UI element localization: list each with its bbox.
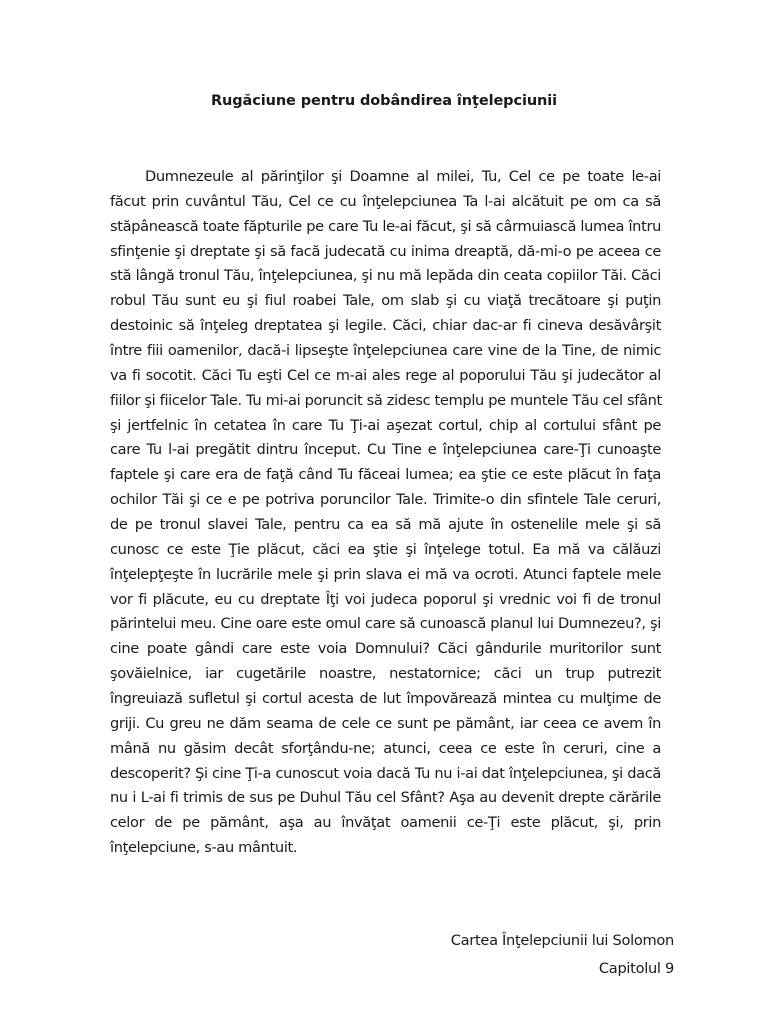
prayer-paragraph	[110, 165, 661, 861]
paragraph-line: celor de pe pământ, aşa au învăţat oamenii ce-Ţi este plăcut, şi, prin	[110, 814, 661, 832]
paragraph-line: faptele şi care era de faţă când Tu făceai lumea; ea ştie ce este plăcut în faţa	[110, 466, 661, 484]
paragraph-line: de pe tronul slavei Tale, pentru ca ea să mă ajute în ostenelile mele şi să	[110, 516, 661, 534]
paragraph-line: ochilor Tăi şi ce e pe potriva poruncilor Tale. Trimite-o din sfintele Tale ceruri,	[110, 491, 661, 509]
paragraph-line: va fi socotit. Căci Tu eşti Cel ce m-ai ales rege al poporului Tău şi judecător al	[110, 366, 661, 384]
paragraph-line: între fiii oamenilor, dacă-i lipseşte înţelepciunea care vine de la Tine, de nimic	[110, 342, 661, 360]
paragraph-line: şi jertfelnic în cetatea în care Tu Ţi-ai aşezat cortul, chip al cortului sfânt pe	[110, 416, 661, 434]
paragraph-line: vor fi plăcute, eu cu dreptate Îţi voi judeca poporul şi vrednic voi fi de tronul	[110, 590, 661, 608]
paragraph-line: Dumnezeule al părinţilor şi Doamne al milei, Tu, Cel ce pe toate le-ai	[145, 168, 661, 185]
paragraph-line: robul Tău sunt eu şi fiul roabei Tale, om slab şi cu viaţă trecătoare şi puţin	[110, 292, 661, 310]
source-chapter: Capitolul 9	[598, 960, 674, 977]
paragraph-line: stă lângă tronul Tău, înţelepciunea, şi nu mă lepăda din ceata copiilor Tăi. Căci	[110, 267, 661, 285]
paragraph-line: nu i L-ai fi trimis de sus pe Duhul Tău cel Sfânt? Aşa au devenit drepte cărările	[110, 789, 661, 807]
paragraph-line: cunosc ce este Ţie plăcut, căci ea ştie şi înţelege totul. Ea mă va călăuzi	[110, 540, 661, 558]
source-book: Cartea Înţelepciunii lui Solomon	[450, 932, 674, 949]
paragraph-line: care Tu l-ai pregătit dintru început. Cu Tine e înţelepciunea care-Ţi cunoaşte	[110, 441, 661, 459]
paragraph-line: înţelepciune, s-au mântuit.	[110, 839, 298, 857]
paragraph-line: fiilor şi fiicelor Tale. Tu mi-ai poruncit să zidesc templu pe muntele Tău cel sfânt	[110, 391, 662, 409]
paragraph-line: griji. Cu greu ne dăm seama de cele ce sunt pe pământ, iar ceea ce avem în	[110, 714, 661, 732]
paragraph-line: descoperit? Şi cine Ţi-a cunoscut voia dacă Tu nu i-ai dat înţelepciunea, şi dacă	[110, 764, 661, 782]
paragraph-line: cine poate gândi care este voia Domnului? Căci gândurile muritorilor sunt	[110, 640, 661, 658]
paragraph-line: părintelui meu. Cine oare este omul care să cunoască planul lui Dumnezeu?, şi	[110, 615, 661, 633]
paragraph-line: înţelepţeşte în lucrările mele şi prin slava ei mă va ocroti. Atunci faptele mele	[110, 565, 661, 583]
paragraph-line: destoinic să înţeleg dreptatea şi legile. Căci, chiar dac-ar fi cineva desăvârşit	[110, 317, 661, 335]
paragraph-line: îngreuiază sufletul şi cortul acesta de lut împovărează mintea cu mulţime de	[110, 690, 661, 708]
paragraph-line: stăpânească toate făpturile pe care Tu le-ai făcut, şi să cârmuiască lumea întru	[110, 217, 661, 235]
paragraph-line: mână nu găsim decât sforţându-ne; atunci, ceea ce este în ceruri, cine a	[110, 739, 661, 757]
paragraph-line: şovăielnice, iar cugetările noastre, nestatornice; căci un trup putrezit	[110, 665, 661, 683]
paragraph-line: făcut prin cuvântul Tău, Cel ce cu înţelepciunea Ta l-ai alcătuit pe om ca să	[110, 192, 661, 210]
paragraph-line: sfinţenie şi dreptate şi să facă judecată cu inima dreaptă, dă-mi-o pe aceea ce	[110, 242, 661, 260]
document-title: Rugăciune pentru dobândirea înţelepciunii	[210, 93, 558, 109]
